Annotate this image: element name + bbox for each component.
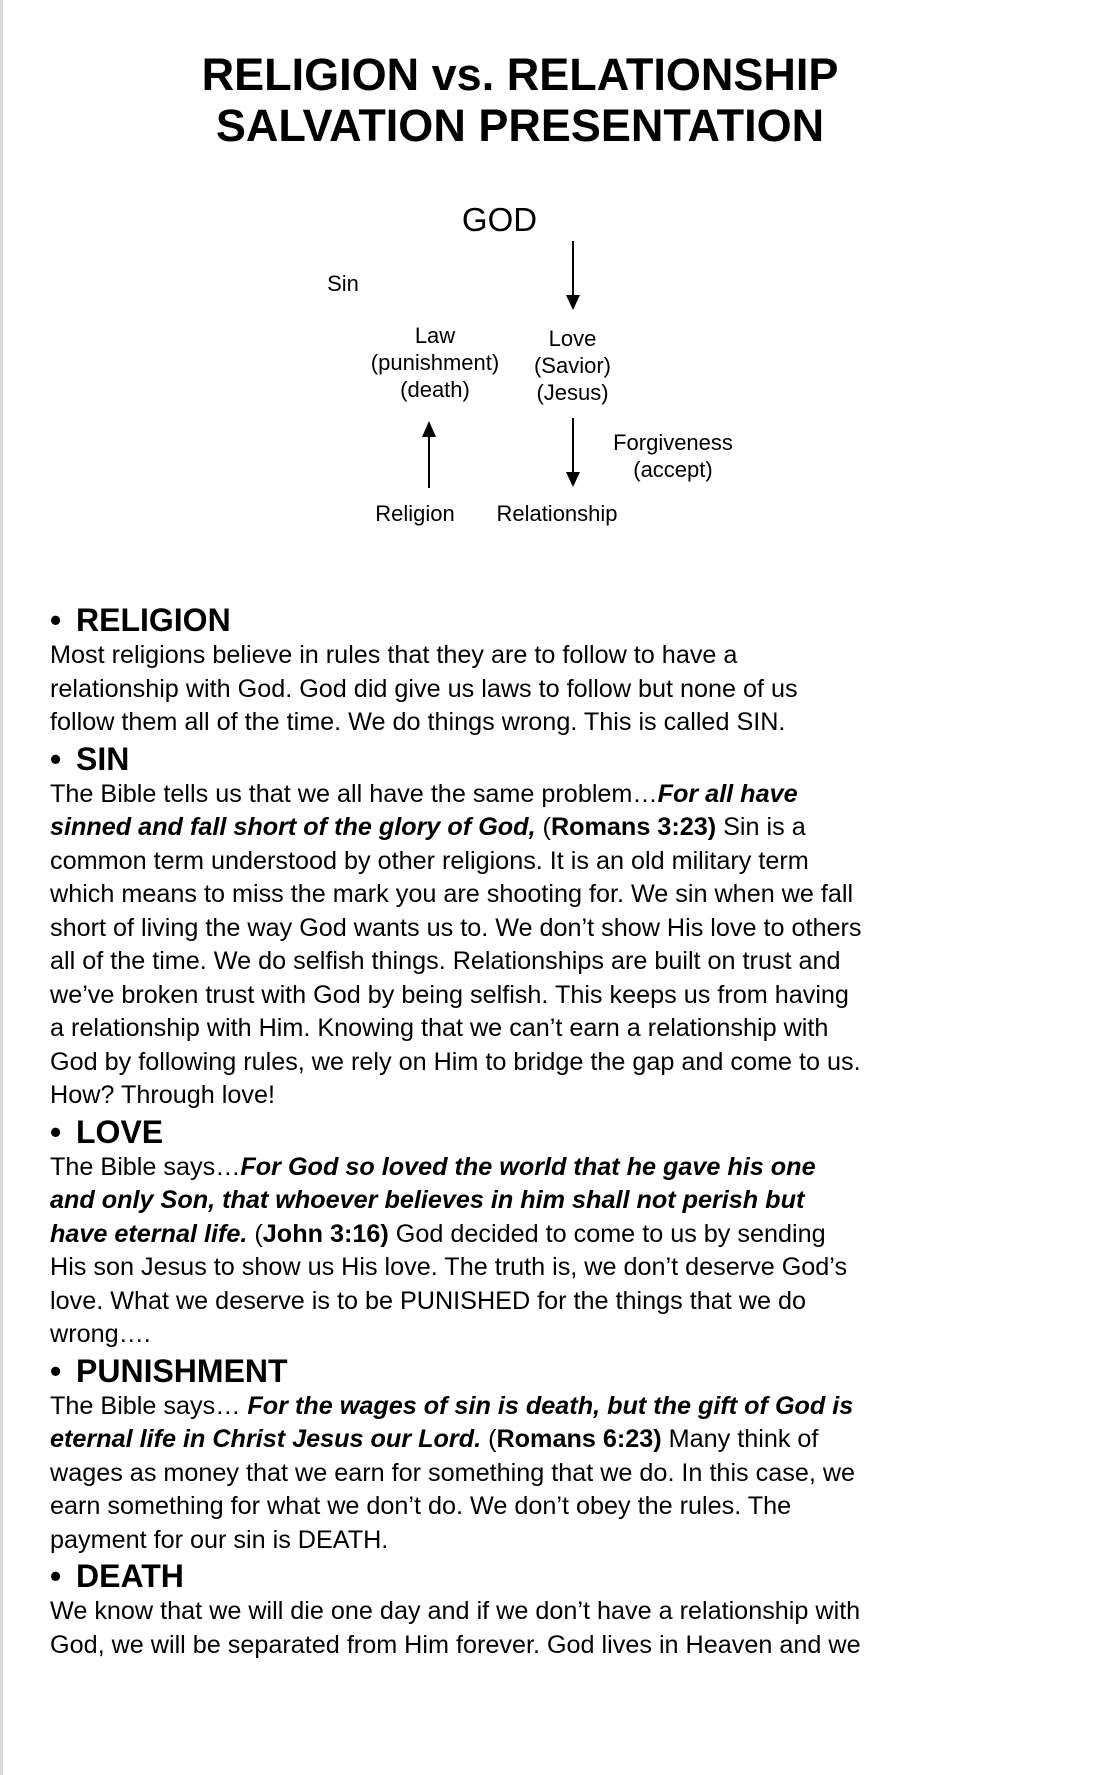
arrow-down-god-to-love bbox=[566, 241, 580, 310]
arrow-down-love-to-relationship bbox=[566, 418, 580, 487]
diagram-forgiveness-label: Forgiveness bbox=[613, 430, 733, 455]
text-line: relationship with God. God did give us laws to follow but none of us bbox=[50, 674, 798, 703]
death-paragraph bbox=[50, 1595, 1010, 1662]
text-line: How? Through love! bbox=[50, 1081, 275, 1109]
scripture-quote: eternal life in Christ Jesus our Lord. bbox=[50, 1425, 482, 1453]
text-line: The Bible says…For God so loved the world that he gave his one bbox=[50, 1152, 816, 1181]
text-line: have eternal life. (John 3:16) God decided to come to us by sending bbox=[50, 1219, 826, 1248]
section-heading-sin: • SIN bbox=[50, 740, 130, 777]
punishment-paragraph bbox=[50, 1390, 1010, 1558]
section-heading-punishment: • PUNISHMENT bbox=[50, 1352, 288, 1389]
bullet-icon: • bbox=[50, 1352, 62, 1389]
text-line: earn something for what we don’t do. We don’t obey the rules. The bbox=[50, 1492, 792, 1520]
text-line: which means to miss the mark you are shooting for. We sin when we fall bbox=[50, 880, 854, 908]
text-line: Most religions believe in rules that they are to follow to have a bbox=[50, 641, 738, 669]
diagram-relationship-label: Relationship bbox=[496, 501, 618, 526]
diagram-punishment-label: (punishment) bbox=[370, 350, 500, 375]
diagram-god-label: GOD bbox=[461, 201, 538, 238]
text-line: wrong…. bbox=[50, 1320, 151, 1348]
text-line: His son Jesus to show us His love. The truth is, we don’t deserve God’s bbox=[50, 1253, 848, 1281]
scripture-reference: Romans 3:23) bbox=[550, 813, 717, 841]
text-line: a relationship with Him. Knowing that we can’t earn a relationship with bbox=[50, 1014, 829, 1042]
text-line: sinned and fall short of the glory of God, (Romans 3:23) Sin is a bbox=[50, 813, 806, 841]
love-paragraph bbox=[50, 1151, 1010, 1352]
bullet-icon: • bbox=[50, 740, 62, 777]
section-heading-death: • DEATH bbox=[50, 1558, 184, 1594]
scripture-quote: For God so loved the world that he gave his one bbox=[240, 1152, 816, 1181]
scripture-reference: John 3:16) bbox=[262, 1219, 389, 1248]
section-heading-love: • LOVE bbox=[50, 1113, 164, 1150]
text-line: The Bible says… For the wages of sin is death, but the gift of God is bbox=[50, 1391, 854, 1420]
diagram-sin-label: Sin bbox=[327, 271, 359, 296]
text-line: payment for our sin is DEATH. bbox=[50, 1525, 389, 1554]
text-line: love. What we deserve is to be PUNISHED for the things that we do bbox=[50, 1286, 806, 1315]
diagram-accept-label: (accept) bbox=[633, 457, 713, 482]
text-line: The Bible tells us that we all have the same problem…For all have bbox=[50, 779, 798, 808]
diagram-arrows bbox=[0, 0, 1111, 560]
scripture-quote: For all have bbox=[657, 779, 798, 808]
scripture-reference: Romans 6:23) bbox=[496, 1425, 662, 1453]
bullet-icon: • bbox=[50, 1113, 62, 1150]
scripture-quote: and only Son, that whoever believes in him shall not perish but bbox=[50, 1186, 805, 1214]
scripture-quote: sinned and fall short of the glory of God, bbox=[50, 813, 536, 841]
arrow-up-religion-to-law bbox=[422, 421, 436, 488]
diagram-law-label: Law bbox=[414, 323, 456, 348]
diagram-death-label: (death) bbox=[400, 377, 470, 402]
religion-paragraph bbox=[50, 639, 1010, 740]
page-title-line-2: SALVATION PRESENTATION bbox=[215, 100, 825, 151]
diagram-jesus-label: (Jesus) bbox=[536, 380, 609, 405]
text-line: We know that we will die one day and if we don’t have a relationship with bbox=[50, 1597, 861, 1625]
bullet-icon: • bbox=[50, 1558, 62, 1594]
text-line: all of the time. We do selfish things. Relationships are built on trust and bbox=[50, 947, 841, 975]
text-line: God by following rules, we rely on Him to bridge the gap and come to us. bbox=[50, 1047, 861, 1076]
text-line: eternal life in Christ Jesus our Lord. (Romans 6:23) Many think of bbox=[50, 1425, 819, 1453]
sin-paragraph bbox=[50, 778, 1010, 1113]
document-body bbox=[50, 601, 1010, 1662]
text-line: wages as money that we earn for something that we do. In this case, we bbox=[50, 1458, 856, 1487]
salvation-diagram bbox=[0, 0, 1111, 560]
text-line: short of living the way God wants us to. We don’t show His love to others bbox=[50, 913, 862, 942]
diagram-love-label: Love bbox=[548, 326, 597, 351]
diagram-savior-label: (Savior) bbox=[533, 353, 611, 378]
text-line: common term understood by other religions. It is an old military term bbox=[50, 846, 809, 875]
scripture-quote: have eternal life. bbox=[50, 1219, 248, 1248]
diagram-religion-label: Religion bbox=[375, 501, 455, 526]
section-heading-religion: • RELIGION bbox=[50, 602, 231, 638]
bullet-icon: • bbox=[50, 602, 62, 638]
text-line: God, we will be separated from Him forever. God lives in Heaven and we bbox=[50, 1630, 861, 1659]
scripture-quote: For the wages of sin is death, but the gift of God is bbox=[247, 1391, 854, 1420]
page-title-line-1: RELIGION vs. RELATIONSHIP bbox=[201, 49, 839, 100]
text-line: we’ve broken trust with God by being selfish. This keeps us from having bbox=[50, 980, 849, 1009]
text-line: follow them all of the time. We do things wrong. This is called SIN. bbox=[50, 708, 786, 736]
